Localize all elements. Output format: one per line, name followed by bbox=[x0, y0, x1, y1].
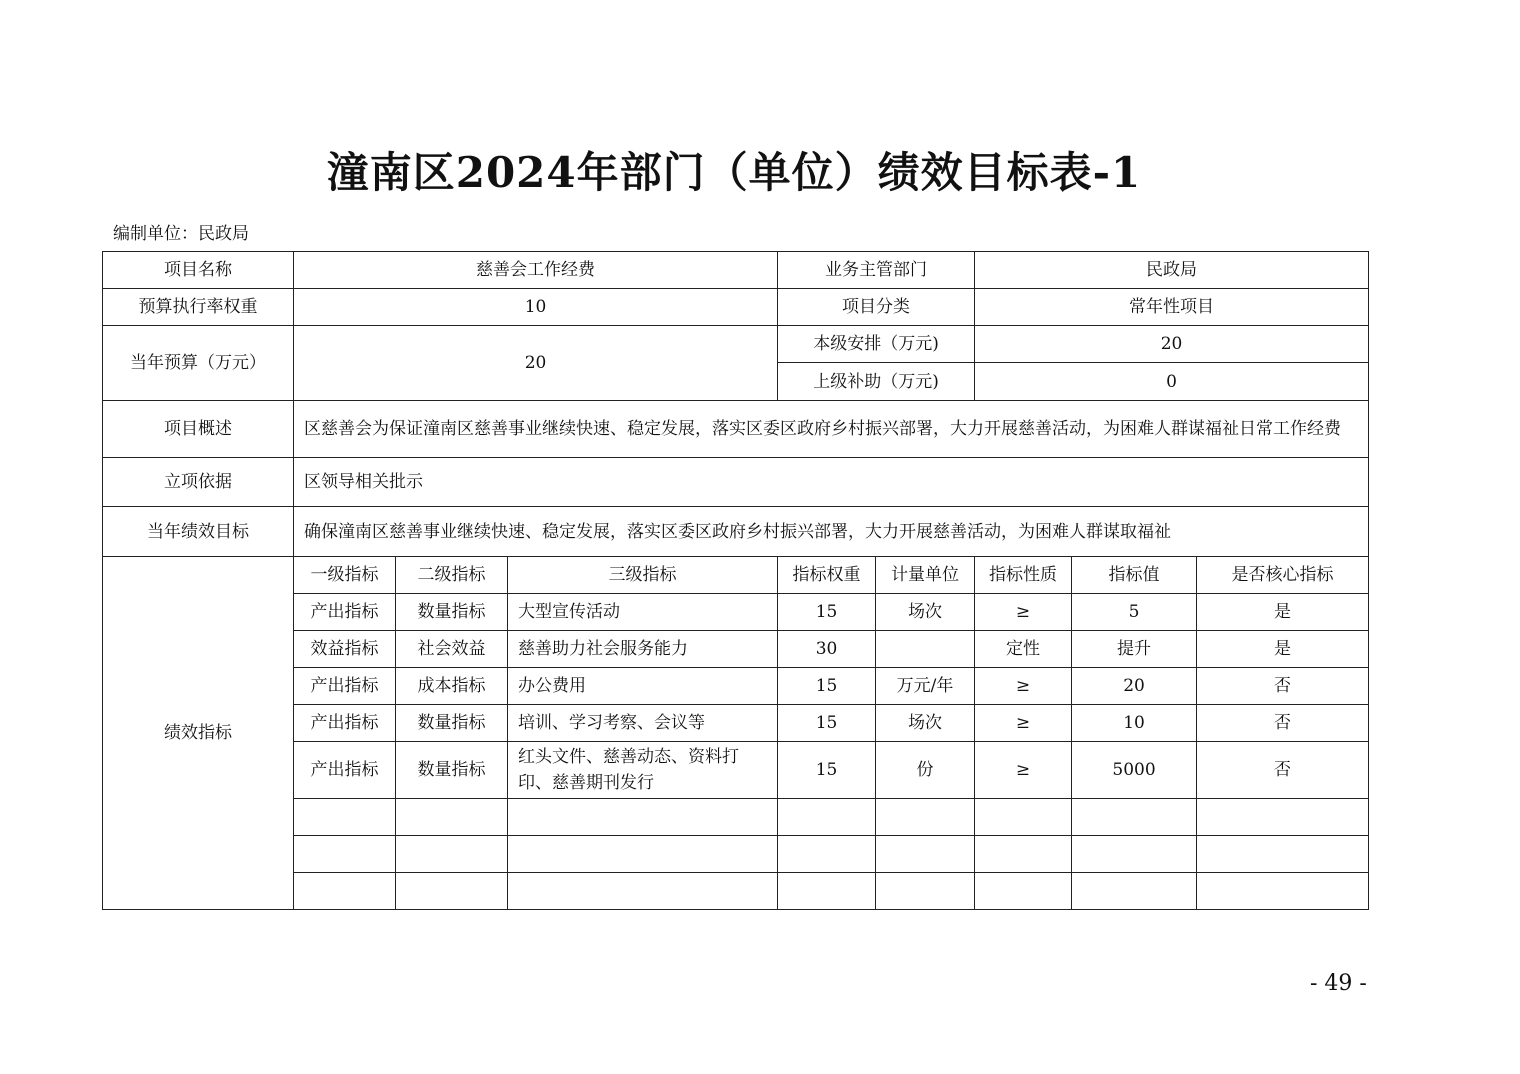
cell-unit: 份 bbox=[876, 742, 975, 799]
header-level2: 二级指标 bbox=[396, 557, 508, 594]
table-row bbox=[103, 401, 1369, 458]
cell-level1: 产出指标 bbox=[294, 594, 396, 631]
cell-unit bbox=[876, 836, 975, 873]
cell-level2 bbox=[396, 799, 508, 836]
cell-level2: 数量指标 bbox=[396, 594, 508, 631]
table-row bbox=[103, 289, 1369, 326]
header-nature: 指标性质 bbox=[975, 557, 1072, 594]
cell-core bbox=[1197, 799, 1369, 836]
weight-value: 10 bbox=[294, 289, 778, 326]
header-level1: 一级指标 bbox=[294, 557, 396, 594]
goal-label: 当年绩效目标 bbox=[103, 507, 294, 557]
cell-level3: 慈善助力社会服务能力 bbox=[508, 631, 778, 668]
cell-core: 是 bbox=[1197, 631, 1369, 668]
cell-unit: 万元/年 bbox=[876, 668, 975, 705]
cell-unit bbox=[876, 799, 975, 836]
project-name-value: 慈善会工作经费 bbox=[294, 252, 778, 289]
project-name-label: 项目名称 bbox=[103, 252, 294, 289]
cell-nature: ≥ bbox=[975, 742, 1072, 799]
cell-value bbox=[1072, 836, 1197, 873]
cell-weight: 15 bbox=[778, 705, 876, 742]
page-number: - 49 - bbox=[1310, 971, 1367, 996]
cell-core: 是 bbox=[1197, 594, 1369, 631]
cell-level3: 红头文件、慈善动态、资料打印、慈善期刊发行 bbox=[508, 742, 778, 799]
header-weight: 指标权重 bbox=[778, 557, 876, 594]
cell-level1: 效益指标 bbox=[294, 631, 396, 668]
header-core: 是否核心指标 bbox=[1197, 557, 1369, 594]
cell-weight: 15 bbox=[778, 742, 876, 799]
cell-level2 bbox=[396, 873, 508, 910]
cell-weight bbox=[778, 836, 876, 873]
cell-weight bbox=[778, 873, 876, 910]
budget-label: 当年预算（万元） bbox=[103, 326, 294, 401]
overview-label: 项目概述 bbox=[103, 401, 294, 458]
cell-nature: ≥ bbox=[975, 705, 1072, 742]
page-title: 潼南区2024年部门（单位）绩效目标表-1 bbox=[326, 148, 1142, 197]
cell-level3 bbox=[508, 873, 778, 910]
dept-value: 民政局 bbox=[975, 252, 1369, 289]
cell-nature bbox=[975, 836, 1072, 873]
cell-level1 bbox=[294, 799, 396, 836]
cell-level2: 社会效益 bbox=[396, 631, 508, 668]
cell-level3 bbox=[508, 836, 778, 873]
cell-core: 否 bbox=[1197, 668, 1369, 705]
category-label: 项目分类 bbox=[778, 289, 975, 326]
cell-nature bbox=[975, 873, 1072, 910]
cell-core bbox=[1197, 873, 1369, 910]
cell-nature bbox=[975, 799, 1072, 836]
category-value: 常年性项目 bbox=[975, 289, 1369, 326]
basis-label: 立项依据 bbox=[103, 458, 294, 507]
cell-level3: 培训、学习考察、会议等 bbox=[508, 705, 778, 742]
table-row bbox=[103, 252, 1369, 289]
cell-value: 提升 bbox=[1072, 631, 1197, 668]
indicator-header-row bbox=[103, 557, 1369, 594]
cell-value bbox=[1072, 799, 1197, 836]
cell-core bbox=[1197, 836, 1369, 873]
cell-weight: 15 bbox=[778, 594, 876, 631]
cell-unit bbox=[876, 631, 975, 668]
cell-core: 否 bbox=[1197, 742, 1369, 799]
performance-target-table bbox=[102, 251, 1369, 910]
header-value: 指标值 bbox=[1072, 557, 1197, 594]
compiling-unit: 编制单位：民政局 bbox=[113, 224, 249, 244]
cell-unit: 场次 bbox=[876, 594, 975, 631]
cell-unit bbox=[876, 873, 975, 910]
cell-level3 bbox=[508, 799, 778, 836]
cell-level3: 大型宣传活动 bbox=[508, 594, 778, 631]
indicators-section-label: 绩效指标 bbox=[103, 557, 294, 910]
overview-text: 区慈善会为保证潼南区慈善事业继续快速、稳定发展，落实区委区政府乡村振兴部署，大力开展慈善活动，为困难人群谋福祉日常工作经费 bbox=[294, 401, 1369, 458]
cell-level1 bbox=[294, 873, 396, 910]
cell-weight bbox=[778, 799, 876, 836]
upper-subsidy-value: 0 bbox=[975, 363, 1369, 401]
header-unit: 计量单位 bbox=[876, 557, 975, 594]
cell-level1: 产出指标 bbox=[294, 742, 396, 799]
cell-value: 10 bbox=[1072, 705, 1197, 742]
cell-value: 20 bbox=[1072, 668, 1197, 705]
table-row bbox=[103, 507, 1369, 557]
cell-value bbox=[1072, 873, 1197, 910]
cell-nature: 定性 bbox=[975, 631, 1072, 668]
cell-nature: ≥ bbox=[975, 594, 1072, 631]
local-budget-label: 本级安排（万元) bbox=[778, 326, 975, 363]
cell-nature: ≥ bbox=[975, 668, 1072, 705]
cell-level2: 数量指标 bbox=[396, 705, 508, 742]
basis-text: 区领导相关批示 bbox=[294, 458, 1369, 507]
goal-text: 确保潼南区慈善事业继续快速、稳定发展，落实区委区政府乡村振兴部署，大力开展慈善活动，为困难人群谋取福祉 bbox=[294, 507, 1369, 557]
cell-level1: 产出指标 bbox=[294, 705, 396, 742]
table-row bbox=[103, 458, 1369, 507]
dept-label: 业务主管部门 bbox=[778, 252, 975, 289]
cell-weight: 30 bbox=[778, 631, 876, 668]
cell-level2: 数量指标 bbox=[396, 742, 508, 799]
budget-value: 20 bbox=[294, 326, 778, 401]
cell-core: 否 bbox=[1197, 705, 1369, 742]
header-level3: 三级指标 bbox=[508, 557, 778, 594]
weight-label: 预算执行率权重 bbox=[103, 289, 294, 326]
cell-value: 5000 bbox=[1072, 742, 1197, 799]
cell-level2 bbox=[396, 836, 508, 873]
table-row bbox=[103, 326, 1369, 363]
cell-level3: 办公费用 bbox=[508, 668, 778, 705]
cell-level2: 成本指标 bbox=[396, 668, 508, 705]
local-budget-value: 20 bbox=[975, 326, 1369, 363]
cell-level1 bbox=[294, 836, 396, 873]
upper-subsidy-label: 上级补助（万元) bbox=[778, 363, 975, 401]
cell-level1: 产出指标 bbox=[294, 668, 396, 705]
cell-value: 5 bbox=[1072, 594, 1197, 631]
cell-unit: 场次 bbox=[876, 705, 975, 742]
cell-weight: 15 bbox=[778, 668, 876, 705]
